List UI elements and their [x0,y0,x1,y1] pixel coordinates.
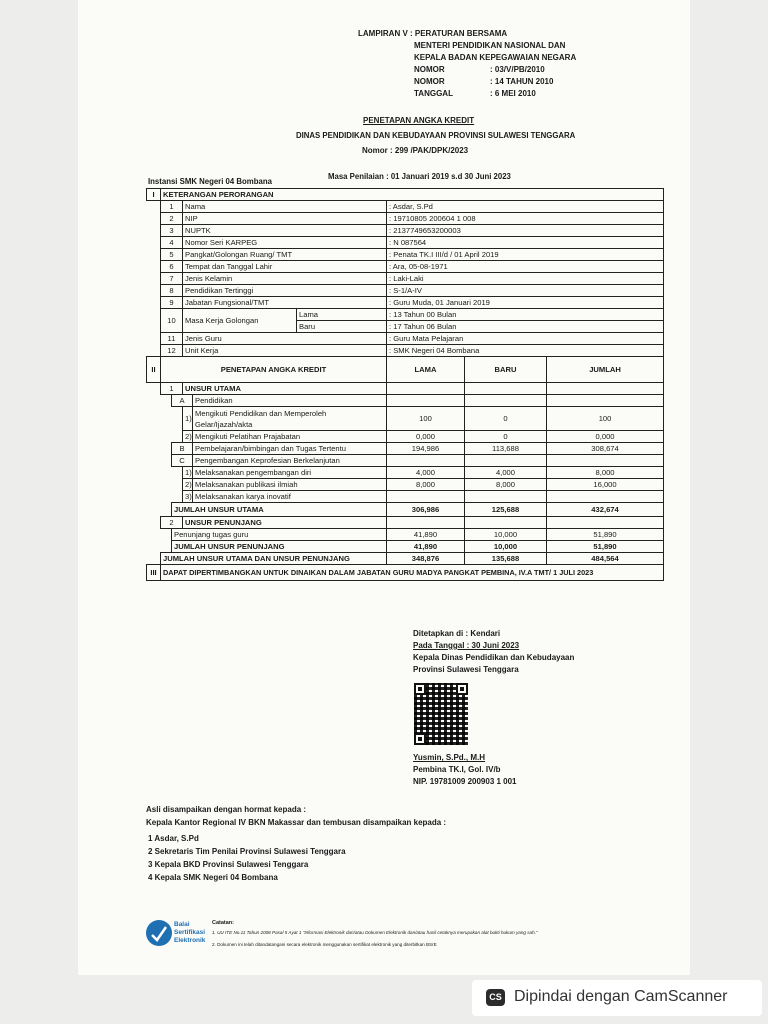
section-row [147,357,664,383]
table-row: 10 Masa Kerja Golongan Lama : 13 Tahun 00 Bulan [147,309,664,321]
document-number: Nomor : 299 /PAK/DPK/2023 [362,146,469,155]
dinas-title: DINAS PENDIDIKAN DAN KEBUDAYAAN PROVINSI SULAWESI TENGGARA [296,131,576,140]
table-row: 7 Jenis Kelamin : Laki-Laki [147,273,664,285]
table-row: 2) Mengikuti Pelatihan Prajabatan 0,000 0 0,000 [147,431,664,443]
section-number: II [147,357,161,383]
section-row [147,189,664,201]
table-row: 1 UNSUR UTAMA [147,383,664,395]
signatory-pangkat: Pembina TK.I, Gol. IV/b [413,765,501,774]
col-header-jumlah: JUMLAH [547,357,664,383]
distribution-item: 2 Sekretaris Tim Penilai Provinsi Sulawesi Tenggara [148,847,346,856]
section-text: DAPAT DIPERTIMBANGKAN UNTUK DINAIKAN DALAM JABATAN GURU MADYA PANGKAT PEMBINA, IV.A TMT/ 1 JULI 2023 [161,565,664,581]
lampiran-line1: LAMPIRAN V : PERATURAN BERSAMA [358,29,508,38]
signatory [413,752,517,788]
section-title: PENETAPAN ANGKA KREDIT [161,357,387,383]
lampiran-row: NOMOR : 03/V/PB/2010 [414,65,545,74]
lampiran-row: TANGGAL : 6 MEI 2010 [414,89,536,98]
distribution-intro-2: Kepala Kantor Regional IV BKN Makassar dan tembusan disampaikan kepada : [146,818,447,827]
footer-catatan: Catatan: [212,920,235,926]
signatory-nip: NIP. 19781009 200903 1 001 [413,777,517,786]
jabatan-line1: Kepala Dinas Pendidikan dan Kebudayaan [413,653,575,662]
table-row: 6 Tempat dan Tanggal Lahir : Ara, 05-08-1971 [147,261,664,273]
table-row: JUMLAH UNSUR PENUNJANG 41,890 10,000 51,890 [147,541,664,553]
table-row: 1) Melaksanakan pengembangan diri 4,000 4,000 8,000 [147,467,664,479]
distribution-intro: Asli disampaikan dengan hormat kepada : [146,805,307,814]
col-header-baru: BARU [465,357,547,383]
qr-code-icon [414,683,468,745]
section-number: I [147,189,161,201]
footer-note-1: 1. UU ITE No.11 Tahun 2008 Pasal 5 Ayat 1 "Informasi Elektronik dan/atau Dokumen Elektronik dan/atau hasil cetaknya merupakan alat bukti hukum yang sah." [212,930,538,935]
table-row: 2 UNSUR PENUNJANG [147,517,664,529]
table-row: C Pengembangan Keprofesian Berkelanjutan [147,455,664,467]
section-title: KETERANGAN PERORANGAN [161,189,664,201]
lampiran-line2: MENTERI PENDIDIKAN NASIONAL DAN [414,41,566,50]
table-row: 9 Jabatan Fungsional/TMT : Guru Muda, 01 Januari 2019 [147,297,664,309]
table-row: 12 Unit Kerja : SMK Negeri 04 Bombana [147,345,664,357]
table-row: JUMLAH UNSUR UTAMA DAN UNSUR PENUNJANG 348,876 135,688 484,564 [147,553,664,565]
table-row: JUMLAH UNSUR UTAMA 306,986 125,688 432,674 [147,503,664,517]
signature-block [413,628,574,676]
table-row: A Pendidikan [147,395,664,407]
document-title: PENETAPAN ANGKA KREDIT [363,116,475,125]
table-row: Penunjang tugas guru 41,890 10,000 51,890 [147,529,664,541]
bsre-logo-icon [146,920,172,946]
table-row: 8 Pendidikan Tertinggi : S-1/A-IV [147,285,664,297]
footer-note-2: 2. Dokumen ini telah ditandatangani secara elektronik menggunakan sertifikat elektronik yang diterbitkan BSrE [212,942,437,947]
section-row [147,565,664,581]
table-row: B Pembelajaran/bimbingan dan Tugas Tertentu 194,986 113,688 308,674 [147,443,664,455]
table-row: 5 Pangkat/Golongan Ruang/ TMT : Penata TK.I III/d / 01 April 2019 [147,249,664,261]
table-row: 3) Melaksanakan karya inovatif [147,491,664,503]
distribution-item: 1 Asdar, S.Pd [148,834,199,843]
table-row: 2 NIP : 19710805 200604 1 008 [147,213,664,225]
camscanner-watermark [472,980,762,1016]
table-row: 2) Melaksanakan publikasi ilmiah 8,000 8,000 16,000 [147,479,664,491]
lampiran-line3: KEPALA BADAN KEPEGAWAIAN NEGARA [414,53,577,62]
table-row: 3 NUPTK : 2137749653200003 [147,225,664,237]
jabatan-line2: Provinsi Sulawesi Tenggara [413,665,519,674]
ditetapkan: Ditetapkan di : Kendari [413,629,501,638]
table-row: 4 Nomor Seri KARPEG : N 087564 [147,237,664,249]
camscanner-label: Dipindai dengan CamScanner [514,988,728,1005]
distribution-item: 4 Kepala SMK Negeri 04 Bombana [148,873,278,882]
angka-kredit-table [146,188,664,581]
col-header-lama: LAMA [387,357,465,383]
table-row: 11 Jenis Guru : Guru Mata Pelajaran [147,333,664,345]
distribution-item: 3 Kepala BKD Provinsi Sulawesi Tenggara [148,860,309,869]
lampiran-header [358,28,576,100]
section-number: III [147,565,161,581]
instansi-label: Instansi SMK Negeri 04 Bombana [148,177,272,186]
bsre-logo-text: Balai Sertifikasi Elektronik [174,921,206,944]
table-row: Baru : 17 Tahun 06 Bulan [147,321,664,333]
table-row: 1 Nama : Asdar, S.Pd [147,201,664,213]
tanggal: Pada Tanggal : 30 Juni 2023 [413,641,520,650]
masa-penilaian: Masa Penilaian : 01 Januari 2019 s.d 30 Juni 2023 [328,172,511,181]
lampiran-row: NOMOR : 14 TAHUN 2010 [414,77,554,86]
camscanner-icon: CS [486,989,505,1006]
signatory-name: Yusmin, S.Pd., M.H [413,753,486,762]
table-row: 1) Mengikuti Pendidikan dan Memperoleh Gelar/Ijazah/akta 100 0 100 [147,407,664,431]
